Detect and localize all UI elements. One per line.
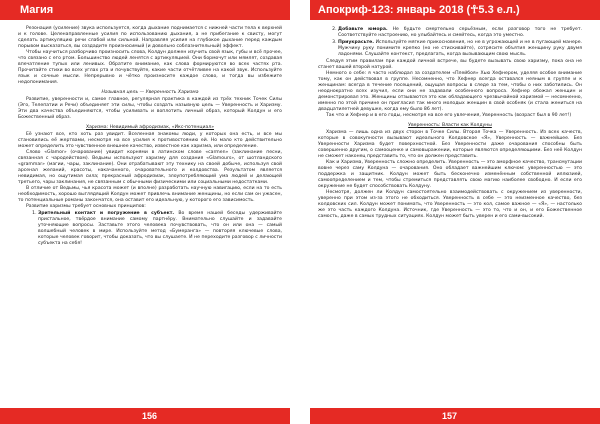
paragraph: Как и Харизма, Уверенность сложно определить. Уверенность — это аморфное качество, трансмутации вовне через саму Колдуна — очарования. Оно обладает важнейшим ключом: уверенностью — это поддержка и защитник. Колдун может быть бесконечно изменённым собственной иллюзией, самоопределением и тем, чтобы стремиться представлять свою магию наиболее свободно. И если его окружение не будет способствовать Колдуну. [318, 160, 582, 189]
paragraph: Немного о себе: я часто наблюдал за создателем «Плейбоя» Хью Хефнером, уделяя особое внимание тому, как он действовал в группе. Несомненно, что Хефнер всегда оставался неяным в группе и к женщинам: всегда в течение посещений, ощущая вопросы в следе за тем, чтобы о них заботились. Он неоднократно всех изучил, если они не задавали особенного вопроса. Хефнер обожал женщин и демонстрировал это. Женщины отзываются это как обладающего чрезвычайной харизмой — несомненно, именно по этой причине он пригласил так много молодых женщин в свой особняк (и стала жениться на двадцатилетней девушке, когда ему было 86 лет). [318, 71, 582, 112]
list-item-text: Во время нашей беседы удерживайте пристальное, твёрдое внимание самому партнёру. Внимательно слушайте и задавайте уточняющие вопросы. Заставьте этого человека почувствовать, что он или она — самый волшебный человек в мире. Используйте метод «Бумеранга» — повторяя ключевые слова, которые человек говорит, чтобы доказать, что вы слушаете. И не переходите разговор с личности субъекта на себя! [38, 211, 282, 246]
paragraph: В отличие от Ведьмы, чья красота может (и вполне) разработать научную навигацию, если на то есть необходимость, хорошо выглядящий Колдун может привлечь внимание женщины, но если сам он ужасен, то потенциальные романы закончатся, она оставит его идеальную, у которого его зависимость. [18, 186, 282, 203]
right-page-text [318, 26, 582, 220]
list-item [338, 40, 582, 58]
left-page-number: 156 [142, 411, 158, 421]
right-page-number: 157 [442, 411, 458, 421]
page-gutter-top [290, 0, 310, 20]
principles-list-continued [318, 27, 582, 58]
paragraph: Её узнают все, кто хоть раз увидит. Вселенная знакомы люди, у которых она есть, и все мы становились её жертвами, несмотря на все усилия к противостоянию ей. Но мало кто действительно может определить это чувственное внешнее качество, известное как харизма, или определение. [18, 132, 282, 149]
section-heading: Уверенность: Власти как Колдуны [408, 123, 492, 128]
list-item-label: Приукрасьте. [338, 40, 375, 45]
paragraph: Развитие харизмы требует основных принципов: [26, 204, 146, 209]
list-item-label: Добавьте юмора. [338, 27, 388, 32]
right-title-tail: 5.3 е.л.) [478, 4, 520, 16]
section-heading: Назывная цель — Уверенность Харизма [101, 90, 199, 95]
ankh-symbol: ☥ [470, 4, 479, 16]
list-item [338, 27, 582, 39]
paragraph: Несмотря, должен ли Колдун самостоятельно взаимодействовать с окружением из уверенности, уверенно при этом из-за этого не обходиться. Уверенность в себе — это неизменное качество, без колдовских сил. Колдун может понимать, что Уверенность — это кол, самое важное — «Я», — настолько же это часть каждого Колдуна. Источник, где Уверенность — это то, что и он, и его Божественное самость, даже в самых трудных ситуациях. Колдун может быть уверен и его сами-высокий. [318, 190, 582, 219]
paragraph: Слово «Glamor» (очарование) увидит корнями в латинском слове «carmen» (заклинание песни, связанная с чародейством). Ведьмы используют харизму для создания «Glamours», от шотландского «grammar» (магии, чары, заклинание). Они отрабатывают эту технику на своей добыче, используя свой арсенал желаний, красоты, накачанного, очаровательного и колдовства. Результатом является невидимая, но ощутимая сила; прекрасный афродизиак, злоупотребляющий ума людей и делающей третьего, чары заклинания, не связанным с обычными физическими или социальными недостатками. [18, 150, 282, 185]
section-heading: Харизма: Невидимый афродизиак, «Икс-потенциал» [85, 125, 215, 130]
right-page-title [318, 2, 520, 18]
paragraph: Так что и Хефнер и в его годы, несмотря на все его увлечения, Уверенность (возраст был в 90 лет!) [326, 113, 572, 118]
paragraph: Следуя этим правилам при каждой личной встрече, вы будете вызывать свою харизму, пока она не станет вашей второй натурой. [318, 59, 582, 70]
principles-list [18, 211, 282, 247]
right-title-main: Апокриф-123: январь 2018 ( [318, 4, 471, 16]
left-page-title: Магия [20, 4, 54, 16]
list-item-text: Используйте мягкие прикосновения, но не в угрожающей и не в пугающей манере. Мужчину руку понимите крепко (но не стискивайте), сотрясите объятия женщину руку двумя ладонями. Слушайте контекст, предлагать, когда вызывающим свою мысль. [338, 40, 582, 57]
left-page-text [18, 26, 282, 248]
paragraph: Резонация (усиление) звука используется, когда дыхание поднимается с нижней части тела к верхней и к голове. Целенаправленные усилия по использованию дыхания, а не прибегание к свисту, могут сделать артикуляцию речи слабой или сильной. Направляя усилия на глубокое дыхание перед каждым порывом высказаться, вы создадите произносимый (и довольно соблазнительный) эффект. [18, 26, 282, 49]
list-item [38, 211, 282, 247]
paragraph: Чтобы научиться разборчиво произносить слова, Колдун должен изучить свой язык, губы и всё прочее, что связано с его ртом. Большинство людей ленятся с артикуляцией. Они бормочут или мямлят, создавая впечатление тупых или ленивых. Обратите внимание, как слова формируются во всех частях рта. Прочитайте стихи во всех углах рта и почувствуйте, какие части отчётливее на какой звук. Используйте язык и сочные мысли. Непрерывно и чётко произносите каждое слово, и тогда вы избежите недопонимания. [18, 50, 282, 85]
list-item-text: Не будьте смертельно серьёзным, если разговор того не требует. Соответствуйте настроению, но улыбайтесь и смейтесь, когда это уместно. [338, 27, 582, 38]
paragraph: Харизма — лишь одна из двух сторон в Точке Силы. Вторая Точка — Уверенность. Из всех качеств, которые в совокупности вызывают идеального Колдовское «Я», Уверенность — важнейшее. Без Уверенности Харизма будет поверхностной. Без Уверенности даже очарования способны быть совершенно другим, о самооценке и самовыражении, которые являются определяющими. Без неё Колдун не сможет наконец представить то, что он должен представить. [318, 130, 582, 159]
page-gutter-bottom [290, 408, 310, 424]
paragraph: Развитие, уверенности и, самое главное, регулярная практика в каждой из трёх техник Точек Силы (Эго, Телепатии и Речи) объединяет эти силы, чтобы создать назывную цель — Уверенность и Харизму. Эти два качества объединяются, чтобы усиливать и воплотить личный образ, который Колдун и его Божественный образ. [18, 97, 282, 120]
list-item-label: Зрительный контакт и погружение в субъект. [38, 211, 175, 216]
